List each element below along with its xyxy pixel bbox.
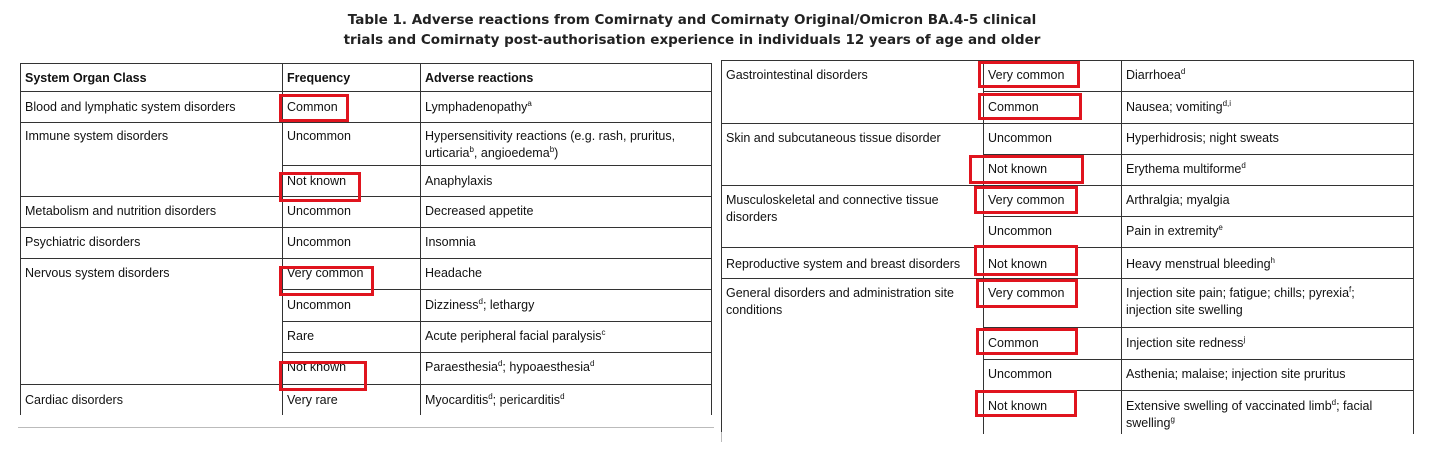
frequency-cell: Very rare <box>283 385 421 415</box>
reaction-cell: Heavy menstrual bleeding$^h$ <box>1122 248 1414 279</box>
frequency-cell: Uncommon <box>283 228 421 259</box>
soc-cell: General disorders and administration site conditions <box>722 279 984 434</box>
reaction-cell: Injection site pain; fatigue; chills; pyrexia$^f$; injection site swelling <box>1122 279 1414 328</box>
soc-cell: Immune system disorders <box>21 123 283 197</box>
table-title <box>0 10 1384 50</box>
table-row <box>21 197 712 228</box>
reaction-cell: Headache <box>421 259 712 290</box>
soc-cell: Gastrointestinal disorders <box>722 61 984 124</box>
frequency-cell: Very common <box>984 186 1122 217</box>
frequency-cell: Not known <box>283 353 421 385</box>
table-edge <box>18 427 714 428</box>
reaction-cell: Diarrhoea$^d$ <box>1122 61 1414 92</box>
reaction-cell: Nausea; vomiting$^{d,i}$ <box>1122 92 1414 124</box>
table-row <box>722 61 1414 92</box>
table-row <box>722 279 1414 328</box>
soc-cell: Skin and subcutaneous tissue disorder <box>722 124 984 186</box>
soc-cell: Reproductive system and breast disorders <box>722 248 984 279</box>
frequency-cell: Uncommon <box>283 197 421 228</box>
frequency-cell: Uncommon <box>984 360 1122 391</box>
frequency-cell: Very common <box>984 279 1122 328</box>
table-row <box>722 186 1414 217</box>
reaction-cell: Injection site redness$^j$ <box>1122 328 1414 360</box>
reaction-cell: Arthralgia; myalgia <box>1122 186 1414 217</box>
frequency-cell: Common <box>984 328 1122 360</box>
table-header-row <box>21 64 712 92</box>
table-row <box>21 92 712 123</box>
table-title-line-1: Table 1. Adverse reactions from Comirnaty and Comirnaty Original/Omicron BA.4-5 clinical <box>347 12 1037 28</box>
reaction-cell: Erythema multiforme$^d$ <box>1122 155 1414 186</box>
reaction-cell: Extensive swelling of vaccinated limb$^d$; facial swelling$^g$ <box>1122 391 1414 434</box>
table-row <box>21 385 712 415</box>
frequency-cell: Common <box>283 92 421 123</box>
header-frequency: Frequency <box>283 64 421 92</box>
frequency-cell: Uncommon <box>984 217 1122 248</box>
reaction-cell: Lymphadenopathy$^a$ <box>421 92 712 123</box>
reaction-cell: Insomnia <box>421 228 712 259</box>
reaction-cell: Hypersensitivity reactions (e.g. rash, pruritus, urticaria$^b$, angioedema$^b$) <box>421 123 712 166</box>
reaction-cell: Myocarditis$^d$; pericarditis$^d$ <box>421 385 712 415</box>
table-row <box>21 228 712 259</box>
frequency-cell: Uncommon <box>984 124 1122 155</box>
reaction-cell: Dizziness$^d$; lethargy <box>421 290 712 322</box>
table-row <box>722 248 1414 279</box>
soc-cell: Metabolism and nutrition disorders <box>21 197 283 228</box>
header-system-organ-class: System Organ Class <box>21 64 283 92</box>
soc-cell: Cardiac disorders <box>21 385 283 415</box>
soc-cell: Blood and lymphatic system disorders <box>21 92 283 123</box>
reaction-cell: Asthenia; malaise; injection site pruritus <box>1122 360 1414 391</box>
frequency-cell: Common <box>984 92 1122 124</box>
frequency-cell: Rare <box>283 322 421 353</box>
table-edge <box>721 432 722 442</box>
table-row <box>722 124 1414 155</box>
frequency-cell: Very common <box>283 259 421 290</box>
soc-cell: Nervous system disorders <box>21 259 283 385</box>
soc-cell: Psychiatric disorders <box>21 228 283 259</box>
table-title-line-2: trials and Comirnaty post-authorisation experience in individuals 12 years of age and older <box>343 32 1041 48</box>
adverse-reactions-table-left <box>20 63 712 415</box>
frequency-cell: Very common <box>984 61 1122 92</box>
frequency-cell: Not known <box>984 391 1122 434</box>
frequency-cell: Not known <box>984 248 1122 279</box>
reaction-cell: Hyperhidrosis; night sweats <box>1122 124 1414 155</box>
reaction-cell: Pain in extremity$^e$ <box>1122 217 1414 248</box>
reaction-cell: Acute peripheral facial paralysis$^c$ <box>421 322 712 353</box>
reaction-cell: Decreased appetite <box>421 197 712 228</box>
table-row <box>21 259 712 290</box>
reaction-cell: Paraesthesia$^d$; hypoaesthesia$^d$ <box>421 353 712 385</box>
soc-cell: Musculoskeletal and connective tissue disorders <box>722 186 984 248</box>
adverse-reactions-table-right <box>721 60 1414 434</box>
table-row <box>21 123 712 166</box>
frequency-cell: Not known <box>984 155 1122 186</box>
frequency-cell: Not known <box>283 166 421 197</box>
frequency-cell: Uncommon <box>283 123 421 166</box>
header-adverse-reactions: Adverse reactions <box>421 64 712 92</box>
reaction-cell: Anaphylaxis <box>421 166 712 197</box>
frequency-cell: Uncommon <box>283 290 421 322</box>
